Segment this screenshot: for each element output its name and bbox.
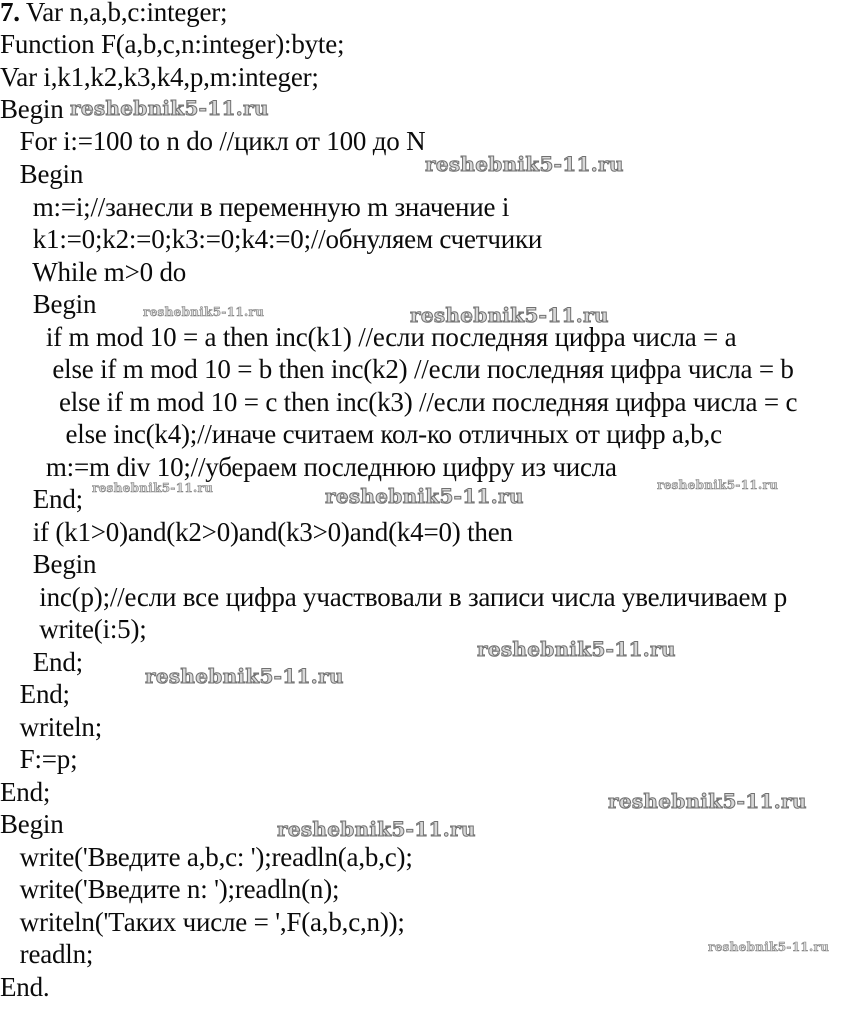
code-line-7: m:=i;//занесли в переменную m значение i <box>0 192 510 222</box>
code-line-4: Begin <box>0 94 64 124</box>
code-line-14: else inc(k4);//иначе считаем кол-ко отличных от цифр a,b,c <box>0 419 722 449</box>
code-line-6: Begin <box>0 159 84 189</box>
code-line-20: write(i:5); <box>0 614 147 644</box>
code-line-31: End. <box>0 972 50 1002</box>
watermark: reshebnik5-11.ru <box>92 481 214 495</box>
code-line-30: readln; <box>0 939 94 969</box>
code-line-10: Begin <box>0 289 97 319</box>
watermark: reshebnik5-11.ru <box>277 817 476 841</box>
code-line-21: End; <box>0 647 83 677</box>
code-line-text: Var n,a,b,c:integer; <box>19 0 228 27</box>
watermark: reshebnik5-11.ru <box>657 478 779 492</box>
code-line-5: For i:=100 to n do //цикл от 100 до N <box>0 126 426 156</box>
code-line-8: k1:=0;k2:=0;k3:=0;k4:=0;//обнуляем счетчики <box>0 224 543 254</box>
code-line-13: else if m mod 10 = c then inc(k3) //если последняя цифра числа = c <box>0 387 798 417</box>
code-line-25: End; <box>0 777 51 807</box>
code-line-19: inc(p);//если все цифра участвовали в записи числа увеличиваем p <box>0 582 788 612</box>
code-line-3: Var i,k1,k2,k3,k4,p,m:integer; <box>0 62 319 92</box>
code-line-24: F:=p; <box>0 744 78 774</box>
watermark: reshebnik5-11.ru <box>708 940 830 954</box>
code-line-1 <box>0 0 227 28</box>
watermark: reshebnik5-11.ru <box>477 637 676 661</box>
code-line-23: writeln; <box>0 712 103 742</box>
code-line-18: Begin <box>0 549 97 579</box>
watermark: reshebnik5-11.ru <box>410 303 609 327</box>
watermark: reshebnik5-11.ru <box>143 305 265 319</box>
code-line-22: End; <box>0 679 70 709</box>
code-line-12: else if m mod 10 = b then inc(k2) //если последняя цифра числа = b <box>0 354 794 384</box>
code-line-11: if m mod 10 = a then inc(k1) //если последняя цифра числа = a <box>0 322 737 352</box>
code-line-26: Begin <box>0 809 64 839</box>
code-line-2: Function F(a,b,c,n:integer):byte; <box>0 29 345 59</box>
code-line-27: write('Введите a,b,c: ');readln(a,b,c); <box>0 842 413 872</box>
code-line-29: writeln('Таких числе = ',F(a,b,c,n)); <box>0 907 405 937</box>
watermark: reshebnik5-11.ru <box>425 152 624 176</box>
code-line-9: While m>0 do <box>0 257 187 287</box>
watermark: reshebnik5-11.ru <box>145 664 344 688</box>
task-number: 7. <box>0 0 20 27</box>
watermark: reshebnik5-11.ru <box>608 789 807 813</box>
code-line-17: if (k1>0)and(k2>0)and(k3>0)and(k4=0) then <box>0 517 513 547</box>
code-line-16: End; <box>0 484 83 514</box>
watermark: reshebnik5-11.ru <box>325 484 524 508</box>
code-line-28: write('Введите n: ');readln(n); <box>0 874 340 904</box>
watermark: reshebnik5-11.ru <box>70 96 269 120</box>
code-line-15: m:=m div 10;//убераем последнюю цифру из числа <box>0 452 617 482</box>
